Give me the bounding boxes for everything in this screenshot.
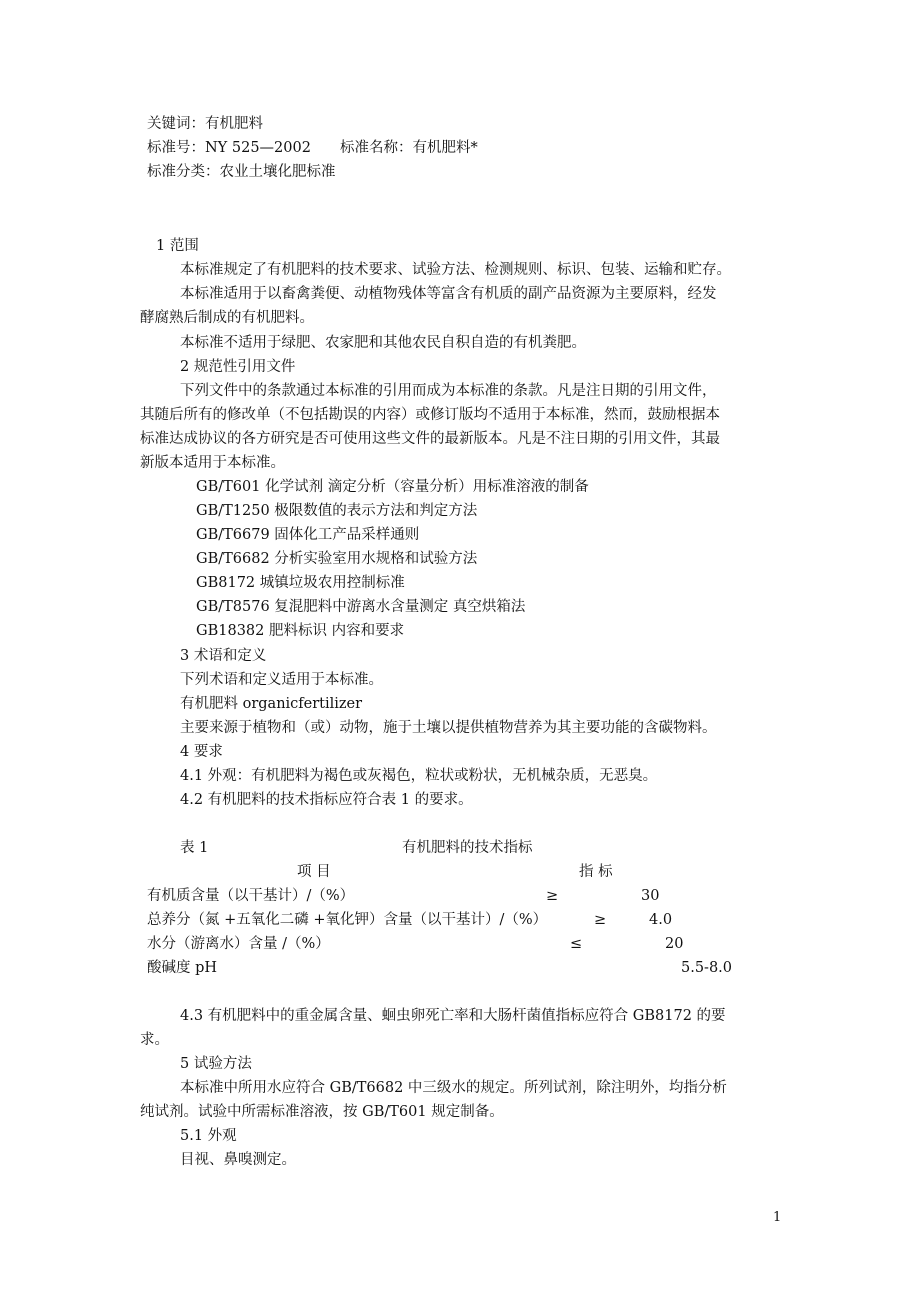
reference-item: GB/T6682 分析实验室用水规格和试验方法: [196, 551, 478, 567]
term-entry: 有机肥料 organicfertilizer: [180, 696, 363, 712]
paragraph: 4.2 有机肥料的技术指标应符合表 1 的要求。: [180, 792, 473, 808]
table-title: 有机肥料的技术指标: [402, 840, 533, 856]
table-cell-item: 水分（游离水）含量 /（%）: [147, 936, 330, 952]
standard-category-line: 标准分类：农业土壤化肥标准: [147, 164, 336, 180]
table-header-item: 项 目: [297, 864, 331, 880]
section-3-heading: 3 术语和定义: [180, 648, 267, 664]
paragraph-continuation: 其随后所有的修改单（不包括勘误的内容）或修订版均不适用于本标准，然而，鼓励根据本: [140, 407, 720, 423]
reference-item: GB/T601 化学试剂 滴定分析（容量分析）用标准溶液的制备: [196, 479, 589, 495]
table-cell-item: 有机质含量（以干基计）/（%）: [147, 888, 355, 904]
reference-item: GB/T8576 复混肥料中游离水含量测定 真空烘箱法: [196, 599, 526, 615]
table-header-index: 指 标: [579, 864, 613, 880]
reference-item: GB18382 肥料标识 内容和要求: [196, 623, 405, 639]
page-number: 1: [773, 1210, 782, 1225]
section-5-heading: 5 试验方法: [180, 1056, 252, 1072]
paragraph: 4.1 外观：有机肥料为褐色或灰褐色，粒状或粉状，无机械杂质，无恶臭。: [180, 768, 658, 784]
table-cell-value: 30: [641, 888, 660, 904]
paragraph-continuation: 求。: [140, 1032, 169, 1048]
table-cell-operator: ≥: [594, 912, 607, 928]
section-4-heading: 4 要求: [180, 744, 223, 760]
keywords-line: 关键词：有机肥料: [147, 116, 263, 132]
table-cell-item: 酸碱度 pH: [147, 960, 218, 976]
paragraph: 本标准中所用水应符合 GB/T6682 中三级水的规定。所列试剂，除注明外，均指分析: [180, 1080, 727, 1096]
paragraph-continuation: 新版本适用于本标准。: [140, 455, 285, 471]
section-1-heading: 1 范围: [156, 238, 199, 254]
paragraph-continuation: 酵腐熟后制成的有机肥料。: [140, 310, 314, 326]
paragraph: 目视、鼻嗅测定。: [180, 1152, 296, 1168]
paragraph: 4.3 有机肥料中的重金属含量、蛔虫卵死亡率和大肠杆菌值指标应符合 GB8172 的要: [180, 1008, 726, 1024]
standard-number-line: 标准号：NY 525—2002 标准名称：有机肥料*: [147, 140, 478, 156]
paragraph: 本标准不适用于绿肥、农家肥和其他农民自积自造的有机粪肥。: [180, 335, 586, 351]
paragraph: 本标准适用于以畜禽粪便、动植物残体等富含有机质的副产品资源为主要原料，经发: [180, 286, 717, 302]
table-cell-item: 总养分（氮 +五氧化二磷 +氧化钾）含量（以干基计）/（%）: [147, 912, 548, 928]
table-cell-operator: ≤: [570, 936, 583, 952]
paragraph-continuation: 纯试剂。试验中所需标准溶液，按 GB/T601 规定制备。: [140, 1104, 504, 1120]
table-cell-operator: ≥: [546, 888, 559, 904]
reference-item: GB/T1250 极限数值的表示方法和判定方法: [196, 503, 478, 519]
section-2-heading: 2 规范性引用文件: [180, 359, 296, 375]
term-definition: 主要来源于植物和（或）动物，施于土壤以提供植物营养为其主要功能的含碳物料。: [180, 720, 717, 736]
paragraph-continuation: 标准达成协议的各方研究是否可使用这些文件的最新版本。凡是不注日期的引用文件，其最: [140, 431, 720, 447]
paragraph: 下列文件中的条款通过本标准的引用而成为本标准的条款。凡是注日期的引用文件，: [180, 383, 717, 399]
table-cell-value: 4.0: [649, 912, 673, 928]
table-cell-value: 20: [665, 936, 684, 952]
table-cell-value: 5.5-8.0: [681, 960, 733, 976]
paragraph: 本标准规定了有机肥料的技术要求、试验方法、检测规则、标识、包装、运输和贮存。: [180, 262, 731, 278]
reference-item: GB/T6679 固体化工产品采样通则: [196, 527, 420, 543]
paragraph: 下列术语和定义适用于本标准。: [180, 672, 383, 688]
reference-item: GB8172 城镇垃圾农用控制标准: [196, 575, 405, 591]
subsection-5-1-heading: 5.1 外观: [180, 1128, 237, 1144]
table-label: 表 1: [180, 840, 209, 856]
